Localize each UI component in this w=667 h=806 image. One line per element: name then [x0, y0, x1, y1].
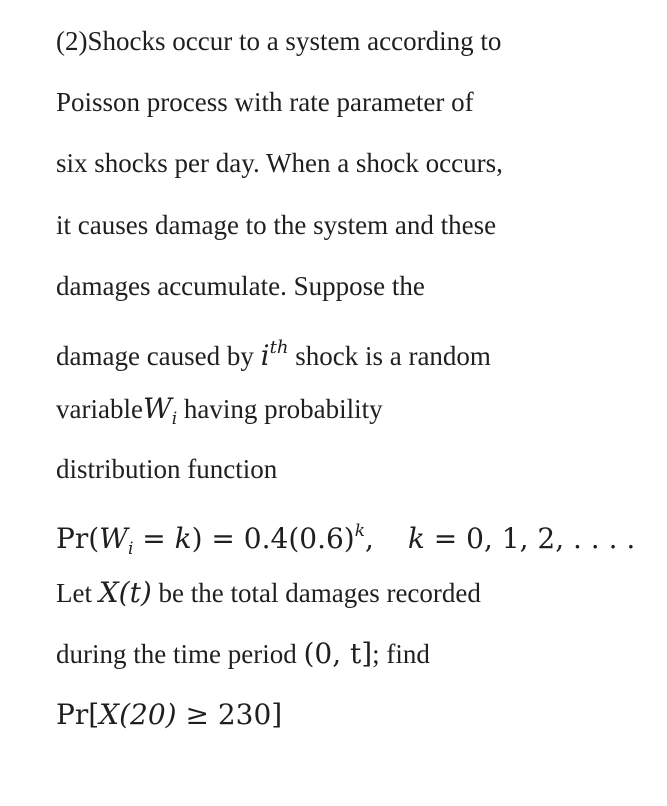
text-line-3: [56, 138, 667, 199]
support-k: k: [407, 521, 425, 555]
final-probability: [56, 689, 667, 750]
pmf-rhs: ) = 0.4(0.6): [191, 521, 355, 555]
w-subscript: i: [171, 409, 178, 430]
line-10-before: Let: [56, 577, 92, 608]
pmf-equation: [56, 506, 667, 567]
pmf-pr: Pr(: [56, 521, 100, 555]
time-interval: (0, t]: [303, 636, 373, 670]
final-relation: ≥ 230: [176, 698, 272, 732]
line-11-before: during the time period: [56, 638, 297, 669]
w-variable: [142, 392, 178, 430]
line-3-text: six shocks per day. When a shock occurs,: [56, 148, 503, 179]
final-pr: Pr[: [56, 698, 100, 732]
text-line-2: [56, 77, 667, 138]
line-1-text: (2)Shocks occur to a system according to: [56, 26, 502, 56]
line-7-text: variable: [56, 394, 143, 425]
line-7-after: having probability: [183, 394, 383, 425]
pmf-exponent: k: [354, 520, 366, 541]
final-close: ]: [271, 698, 283, 732]
text-line-1: [56, 16, 667, 77]
text-line-7: [56, 383, 667, 444]
text-line-6: [56, 322, 667, 383]
line-8-text: distribution function: [56, 454, 278, 485]
ith-symbol: [260, 336, 289, 372]
text-line-4: [56, 200, 667, 261]
text-line-5: [56, 261, 667, 322]
support-values: = 0, 1, 2, . . . .: [424, 521, 636, 555]
text-line-11: [56, 628, 667, 689]
text-line-10: [56, 567, 667, 628]
pmf-k: k: [174, 521, 192, 555]
line-6-before: damage caused by: [56, 340, 254, 371]
line-5-text: damages accumulate. Suppose the: [56, 270, 425, 301]
pmf-w-sub: i: [127, 538, 134, 559]
i-variable: i: [260, 338, 270, 372]
line-2-text: Poisson process with rate parameter of: [56, 87, 474, 118]
th-superscript: th: [269, 336, 289, 358]
line-4-text: it causes damage to the system and these: [56, 209, 497, 240]
line-11-after: ; find: [372, 638, 430, 669]
pmf-eq: =: [133, 521, 175, 555]
pmf-w: W: [99, 521, 128, 555]
line-6-after: shock is a random: [295, 340, 491, 371]
pmf-comma: ,: [365, 521, 374, 555]
text-line-8: [56, 444, 667, 505]
final-expr: X(20): [99, 698, 177, 732]
problem-text: [56, 16, 667, 750]
w-letter: W: [142, 392, 172, 426]
x-of-t: X(t): [98, 575, 152, 609]
line-10-after: be the total damages recorded: [158, 577, 481, 608]
